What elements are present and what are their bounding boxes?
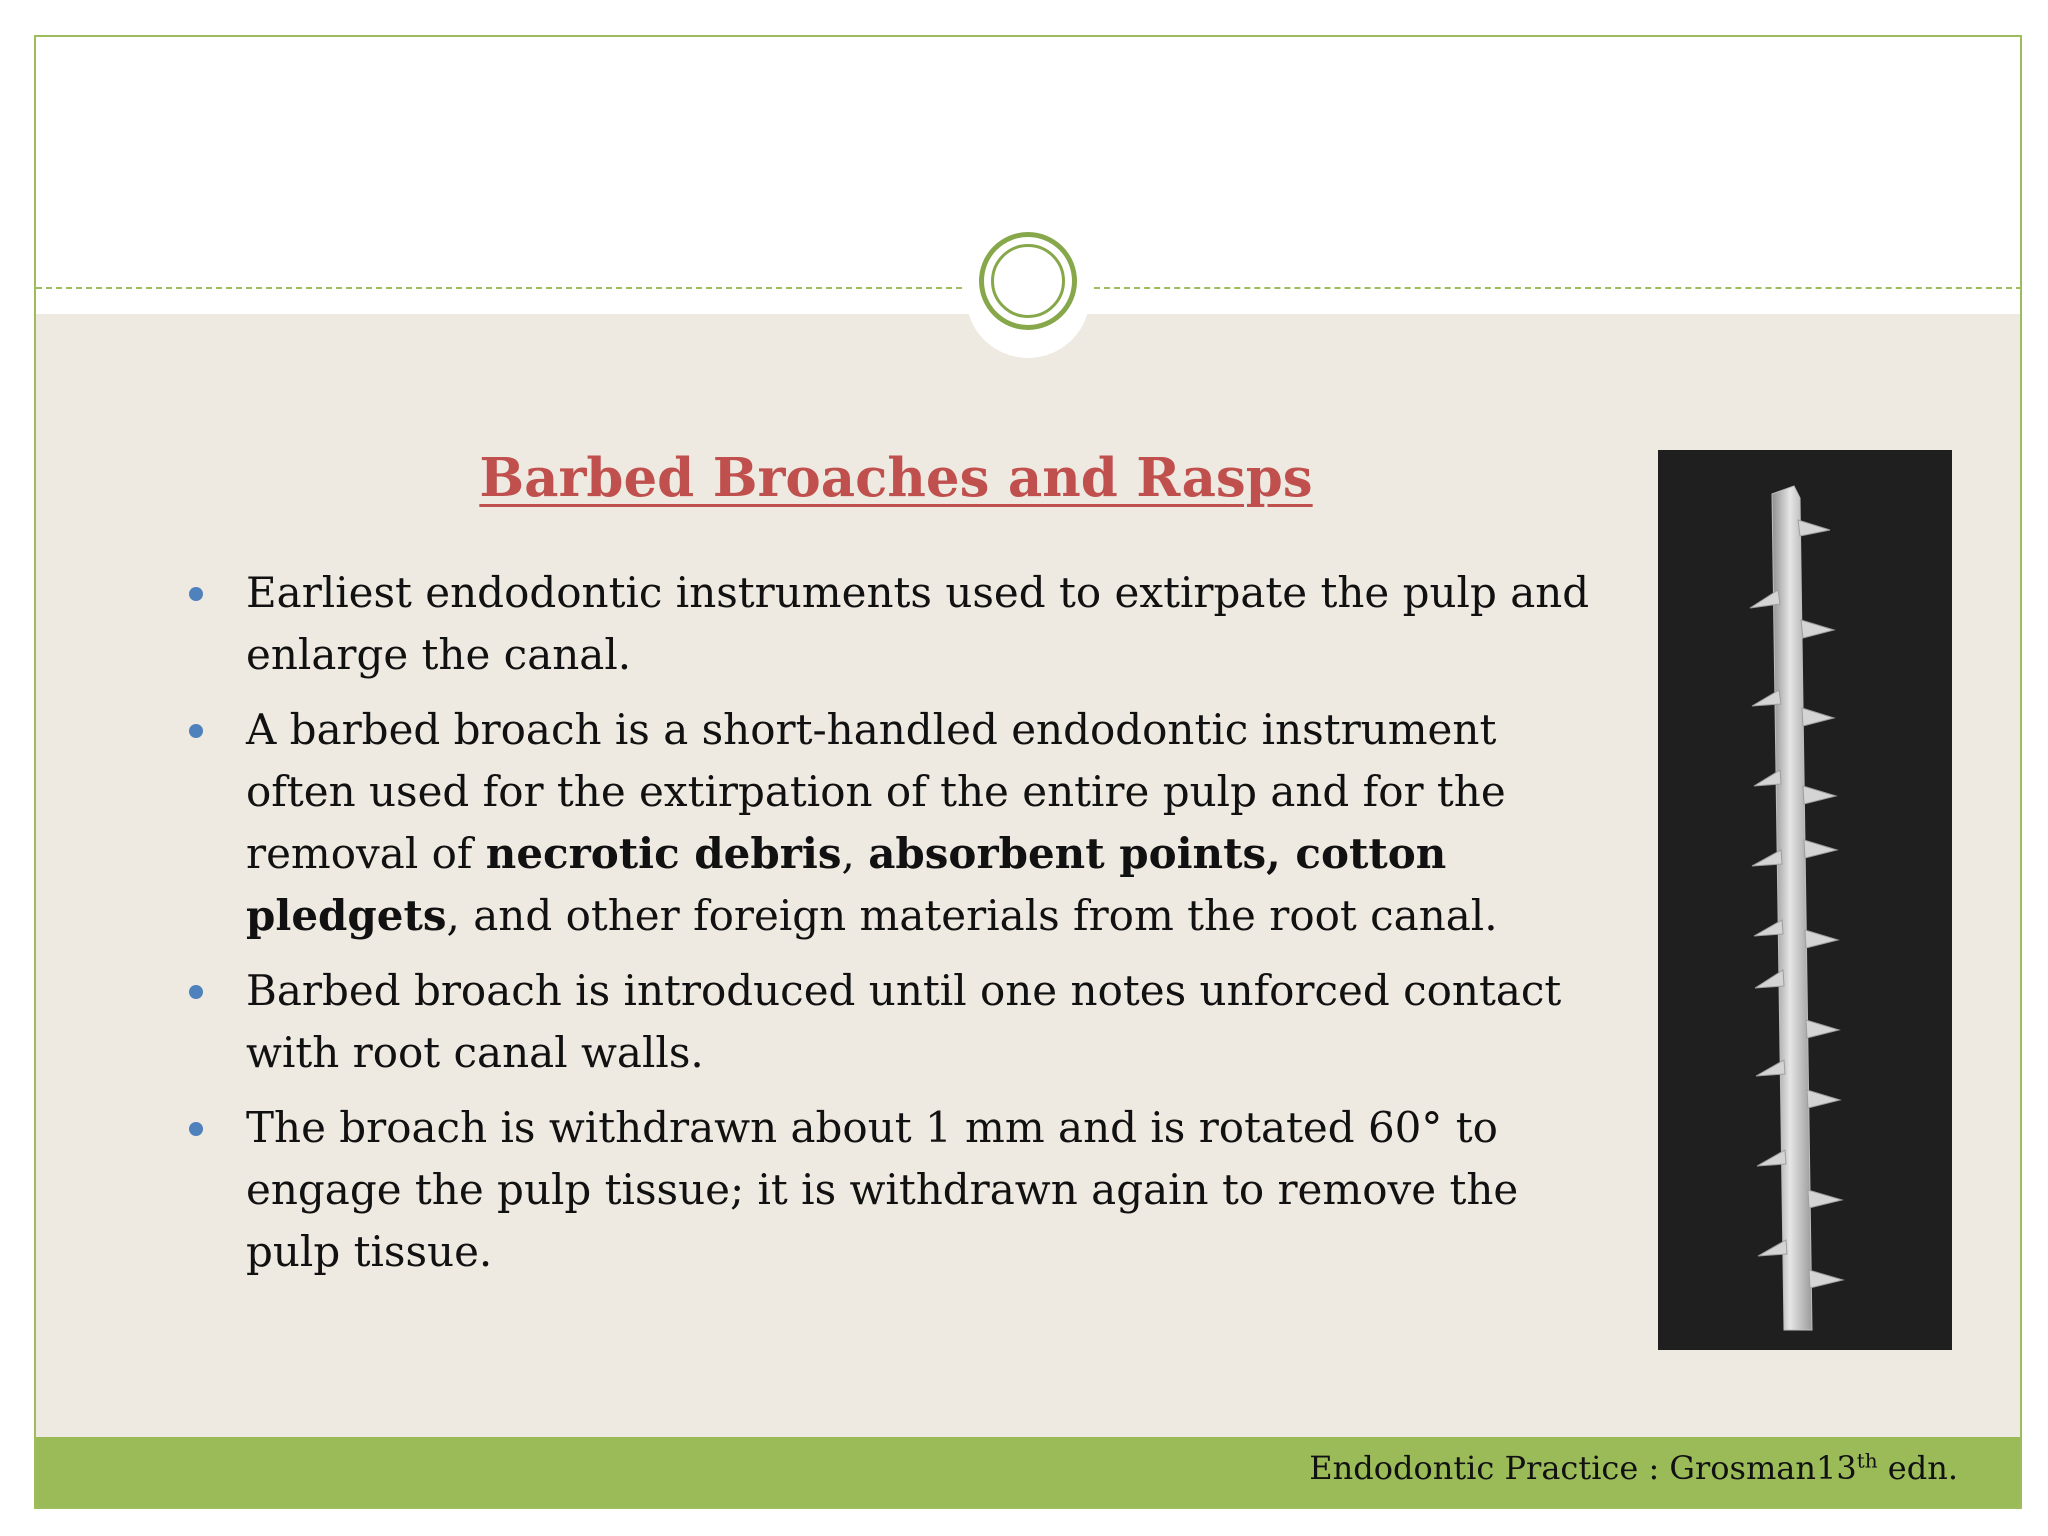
bullet-text: , and other foreign materials from the root canal. [446,891,1498,940]
bullet-text: Earliest endodontic instruments used to extirpate the pulp and enlarge the canal. [246,568,1590,679]
bullet-dot-icon [189,1122,203,1136]
circle-ornament-inner [991,244,1065,318]
footer-bar [36,1437,2020,1509]
bullet-text: A barbed broach is a short-handled endodontic instrument often used for the extirpation of the entire pulp and for the removal of [246,705,1506,878]
bullet-item [176,960,1606,1084]
footer-citation-superscript: th [1856,1448,1878,1473]
bullet-item [176,699,1606,947]
slide-title: Barbed Broaches and Rasps [479,447,1313,509]
bullet-dot-icon [189,724,203,738]
bullet-text: Barbed broach is introduced until one notes unforced contact with root canal walls. [246,966,1562,1077]
barbed-broach-image [1658,450,1952,1350]
bullet-item [176,1097,1606,1283]
bullet-text: , [841,829,869,878]
bullet-text: The broach is withdrawn about 1 mm and is rotated 60° to engage the pulp tissue; it is withdrawn again to remove the pulp tissue. [246,1103,1519,1276]
footer-citation-suffix: edn. [1877,1449,1958,1487]
footer-citation [1309,1449,1958,1487]
slide [34,35,2022,1509]
bullet-dot-icon [189,587,203,601]
header-divider-left [36,287,962,289]
footer-citation-main: Endodontic Practice : Grosman13 [1309,1449,1857,1487]
bullet-emphasis: absorbent points, cotton pledgets [246,829,1447,940]
bullet-dot-icon [189,985,203,999]
circle-ornament-icon [979,232,1077,330]
bullet-emphasis: necrotic debris [485,829,842,878]
bullet-item [176,562,1606,686]
header-divider-right [1094,287,2022,289]
barbed-broach-illustration [1658,450,1952,1350]
bullet-list [176,562,1606,1296]
